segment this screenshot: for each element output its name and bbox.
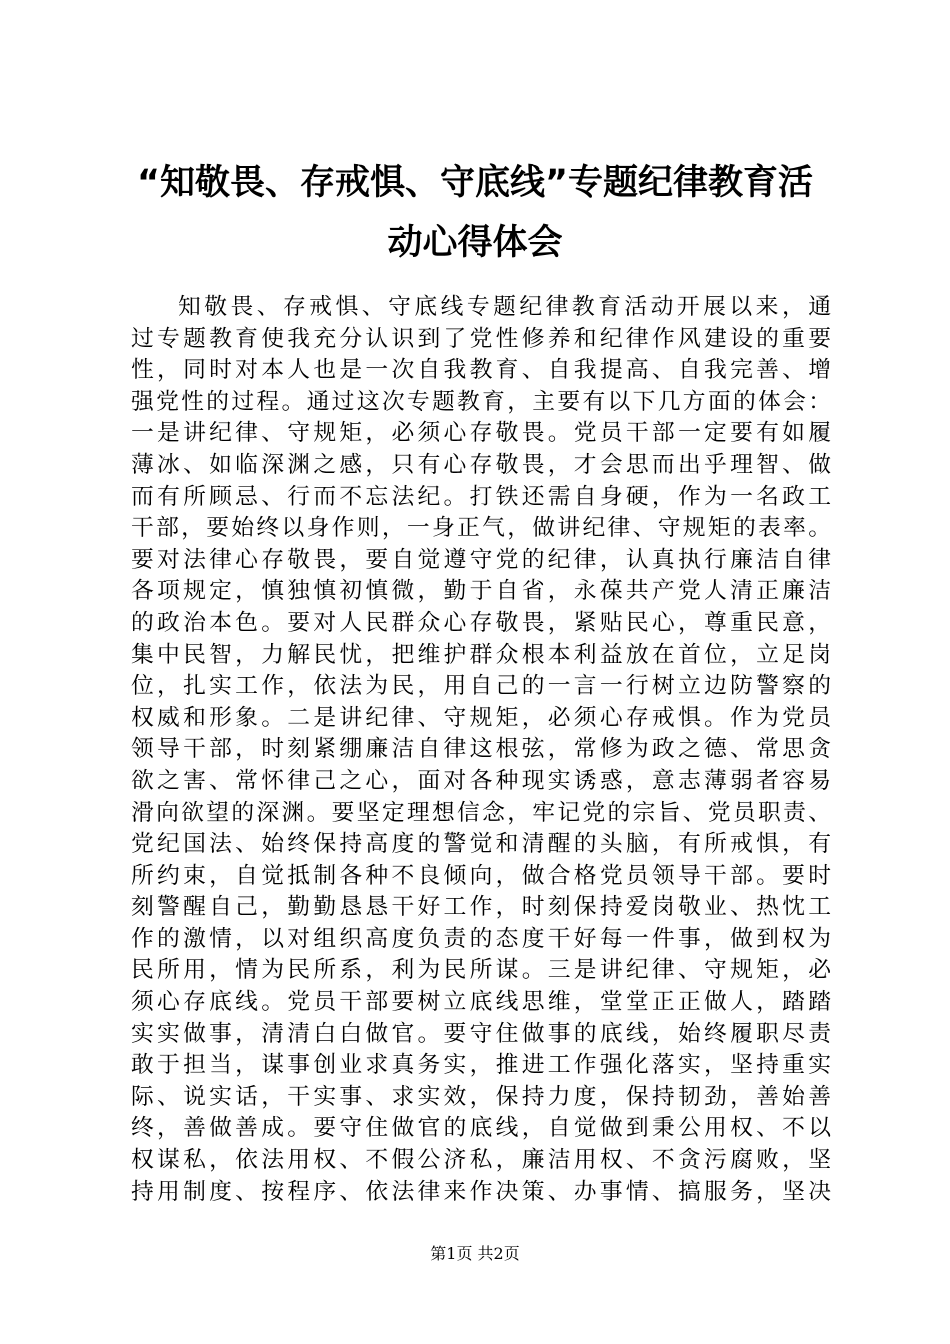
document-title-line-1: “知敬畏、存戒惧、守底线”专题纪律教育活: [136, 163, 813, 203]
body-line: 的政治本色。要对人民群众心存敬畏，紧贴民心，尊重民意，: [131, 609, 831, 636]
body-line: 终，善做善成。要守住做官的底线，自觉做到秉公用权、不以: [131, 1115, 831, 1142]
body-line: 各项规定，慎独慎初慎微，勤于自省，永葆共产党人清正廉洁: [131, 578, 831, 605]
body-line: 滑向欲望的深渊。要坚定理想信念，牢记党的宗旨、党员职责、: [131, 799, 831, 826]
body-line: 薄冰、如临深渊之感，只有心存敬畏，才会思而出乎理智、做: [131, 451, 831, 478]
body-line: 要对法律心存敬畏，要自觉遵守党的纪律，认真执行廉洁自律: [131, 546, 831, 573]
body-line: 知敬畏、存戒惧、守底线专题纪律教育活动开展以来，通: [178, 294, 831, 320]
body-line: 集中民智，力解民忧，把维护群众根本利益放在首位，立足岗: [131, 641, 831, 668]
body-line: 性，同时对本人也是一次自我教育、自我提高、自我完善、增: [131, 357, 831, 384]
body-line: 过专题教育使我充分认识到了党性修养和纪律作风建设的重要: [131, 325, 831, 352]
body-line: 持用制度、按程序、依法律来作决策、办事情、搞服务，坚决: [131, 1178, 831, 1205]
body-line: 而有所顾忌、行而不忘法纪。打铁还需自身硬，作为一名政工: [131, 483, 831, 510]
body-line: 欲之害、常怀律己之心，面对各种现实诱惑，意志薄弱者容易: [131, 767, 831, 794]
body-line: 际、说实话，干实事、求实效，保持力度，保持韧劲，善始善: [131, 1083, 831, 1110]
body-line: 须心存底线。党员干部要树立底线思维，堂堂正正做人，踏踏: [131, 989, 831, 1016]
body-line: 领导干部，时刻紧绷廉洁自律这根弦，常修为政之德、常思贪: [131, 736, 831, 763]
body-line: 实实做事，清清白白做官。要守住做事的底线，始终履职尽责: [131, 1020, 831, 1047]
body-line: 党纪国法、始终保持高度的警觉和清醒的头脑，有所戒惧，有: [131, 831, 831, 858]
body-line: 一是讲纪律、守规矩，必须心存敬畏。党员干部一定要有如履: [131, 420, 831, 447]
body-line: 所约束，自觉抵制各种不良倾向，做合格党员领导干部。要时: [131, 862, 831, 889]
body-line: 民所用，情为民所系，利为民所谋。三是讲纪律、守规矩，必: [131, 957, 831, 984]
body-line: 作的激情，以对组织高度负责的态度干好每一件事，做到权为: [131, 925, 831, 952]
body-line: 干部，要始终以身作则，一身正气，做讲纪律、守规矩的表率。: [131, 515, 831, 542]
body-line: 刻警醒自己，勤勤恳恳干好工作，时刻保持爱岗敬业、热忱工: [131, 894, 831, 921]
document-title-line-2: 动心得体会: [387, 223, 563, 263]
document-body: [131, 292, 831, 1208]
body-line: 权威和形象。二是讲纪律、守规矩，必须心存戒惧。作为党员: [131, 704, 831, 731]
body-line: 强党性的过程。通过这次专题教育，主要有以下几方面的体会：: [131, 388, 831, 415]
body-line: 位，扎实工作，依法为民，用自己的一言一行树立边防警察的: [131, 673, 831, 700]
page-footer: 第1页 共2页: [430, 1244, 520, 1263]
body-line: 权谋私，依法用权、不假公济私，廉洁用权、不贪污腐败，坚: [131, 1147, 831, 1174]
body-line: 敢于担当，谋事创业求真务实，推进工作强化落实，坚持重实: [131, 1052, 831, 1079]
